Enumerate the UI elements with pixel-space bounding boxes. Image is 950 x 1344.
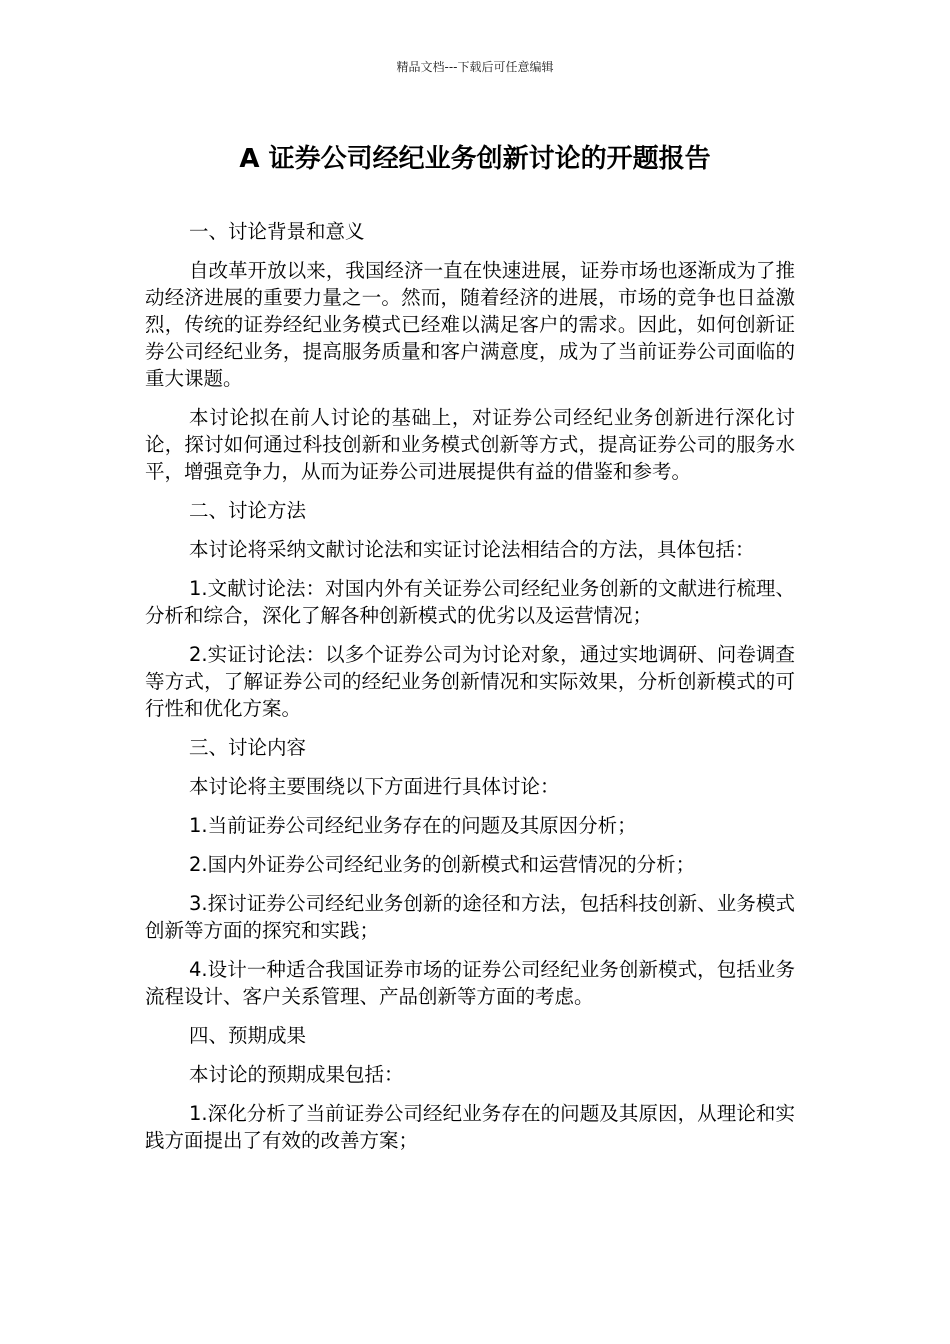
list-item-content-2: 2.国内外证券公司经纪业务的创新模式和运营情况的分析； [189, 853, 696, 876]
list-item-outcome-1: 1.深化分析了当前证券公司经纪业务存在的问题及其原因，从理论和实践方面提出了有效的改善方案； [145, 1102, 795, 1152]
list-item-method-1: 1.文献讨论法：对国内外有关证券公司经纪业务创新的文献进行梳理、分析和综合，深化了解各种创新模式的优劣以及运营情况； [145, 577, 795, 627]
paragraph-purpose: 本讨论拟在前人讨论的基础上，对证券公司经纪业务创新进行深化讨论，探讨如何通过科技创新和业务模式创新等方式，提高证券公司的服务水平，增强竞争力，从而为证券公司进展提供有益的借鉴和参考。 [145, 406, 795, 483]
list-item-content-1: 1.当前证券公司经纪业务存在的问题及其原因分析； [189, 814, 637, 837]
paragraph-method-intro: 本讨论将采纳文献讨论法和实证讨论法相结合的方法，具体包括： [189, 538, 755, 561]
section-heading-background: 一、讨论背景和意义 [189, 220, 365, 243]
paragraph-content-intro: 本讨论将主要围绕以下方面进行具体讨论： [189, 775, 560, 798]
document-body [145, 218, 795, 1166]
section-heading-content: 三、讨论内容 [189, 736, 307, 759]
section-heading-method: 二、讨论方法 [189, 499, 307, 522]
list-item-method-2: 2.实证讨论法：以多个证券公司为讨论对象，通过实地调研、问卷调查等方式，了解证券公司的经纪业务创新情况和实际效果，分析创新模式的可行性和优化方案。 [145, 643, 795, 720]
section-heading-outcomes: 四、预期成果 [189, 1024, 307, 1047]
paragraph-outcomes-intro: 本讨论的预期成果包括： [189, 1063, 404, 1086]
header-note: 精品文档---下载后可任意编辑 [396, 60, 554, 74]
list-item-content-4: 4.设计一种适合我国证券市场的证券公司经纪业务创新模式，包括业务流程设计、客户关系管理、产品创新等方面的考虑。 [145, 958, 795, 1008]
paragraph-background: 自改革开放以来，我国经济一直在快速进展，证券市场也逐渐成为了推动经济进展的重要力量之一。然而，随着经济的进展，市场的竞争也日益激烈，传统的证券经纪业务模式已经难以满足客户的需求。因此，如何创新证券公司经纪业务，提高服务质量和客户满意度，成为了当前证券公司面临的重大课题。 [145, 259, 795, 390]
document-title: A 证券公司经纪业务创新讨论的开题报告 [239, 144, 711, 174]
list-item-content-3: 3.探讨证券公司经纪业务创新的途径和方法，包括科技创新、业务模式创新等方面的探究和实践； [145, 892, 795, 942]
